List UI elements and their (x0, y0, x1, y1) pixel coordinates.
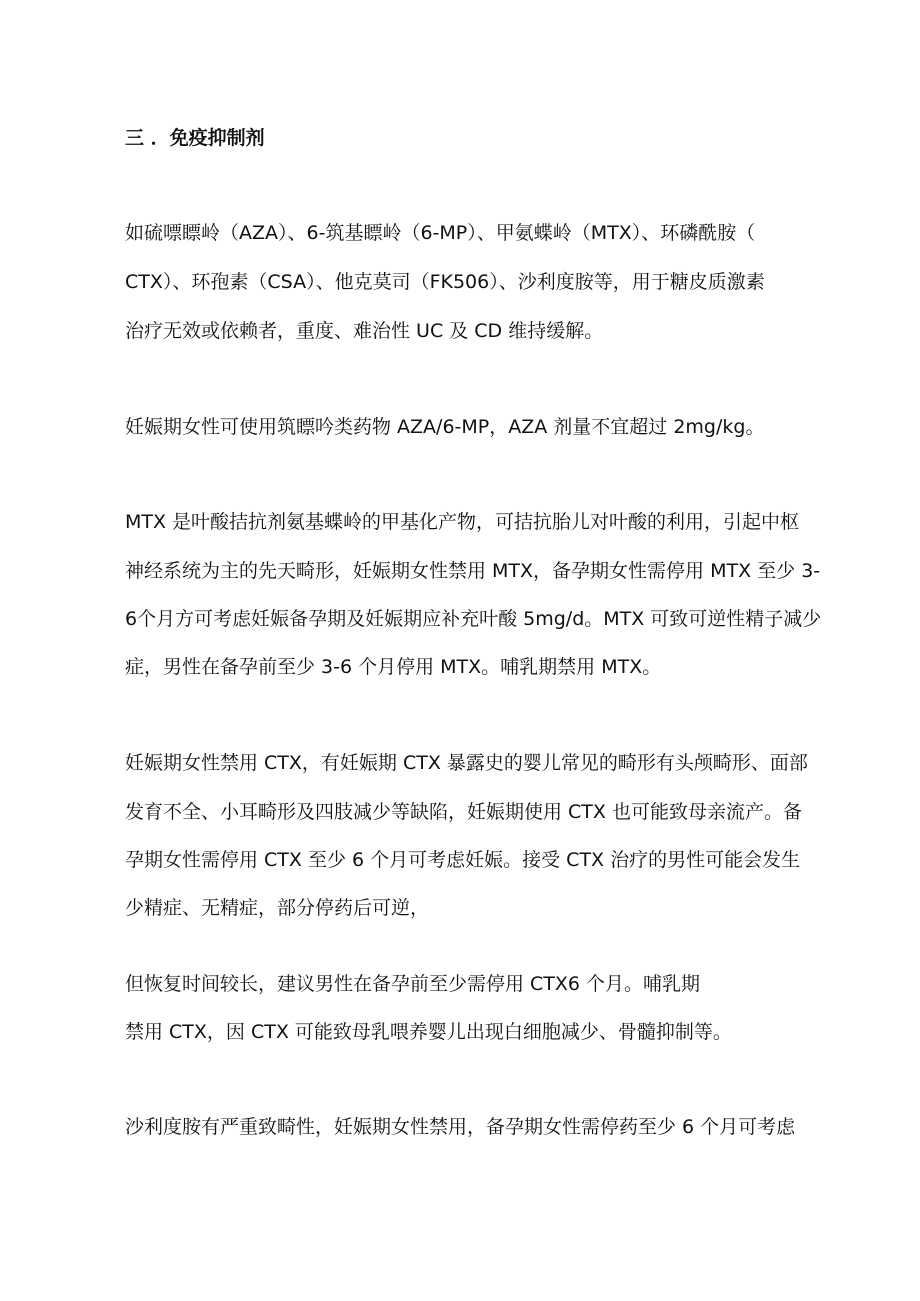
section-heading: 三 ．免疫抑制剂 (125, 127, 265, 149)
text-line: 少精症、无精症，部分停药后可逆， (125, 897, 430, 919)
text-line: 神经系统为主的先天畸形，妊娠期女性禁用 MTX，备孕期女性需停用 MTX 至少 3- (125, 560, 821, 582)
text-line: 妊娠期女性可使用筑瞟吟类药物 AZA∕6-MP，AZA 剂量不宜超过 2mg∕kg。 (125, 416, 765, 438)
text-line: 但恢复时间较长，建议男性在备孕前至少需停用 CTX6 个月。哺乳期 (125, 973, 701, 995)
text-line: 如硫嘌瞟岭（AZA）、6-筑基瞟岭（6-MP）、甲氨蝶岭（MTX）、环磷酰胺（ (125, 222, 756, 244)
text-line: CTX）、环孢素（CSA）、他克莫司（FK506）、沙利度胺等，用于糖皮质激素 (125, 271, 765, 293)
text-line: 治疗无效或依赖者，重度、难治性 UC 及 CD 维持缓解。 (125, 320, 604, 342)
text-line: 6个月方可考虑妊娠备孕期及妊娠期应补充叶酸 5mg∕d。MTX 可致可逆性精子减少 (125, 608, 822, 630)
text-line: 发育不全、小耳畸形及四肢减少等缺陷，妊娠期使用 CTX 也可能致母亲流产。备 (125, 801, 802, 823)
text-line: 孕期女性需停用 CTX 至少 6 个月可考虑妊娠。接受 CTX 治疗的男性可能会发生 (125, 849, 801, 871)
text-line: 妊娠期女性禁用 CTX，有妊娠期 CTX 暴露史的婴儿常见的畸形有头颅畸形、面部 (125, 752, 808, 774)
text-line: MTX 是叶酸拮抗剂氨基蝶岭的甲基化产物，可拮抗胎儿对叶酸的利用，引起中枢 (125, 511, 800, 533)
text-line: 沙利度胺有严重致畸性，妊娠期女性禁用，备孕期女性需停药至少 6 个月可考虑 (125, 1116, 796, 1138)
text-line: 症，男性在备孕前至少 3-6 个月停用 MTX。哺乳期禁用 MTX。 (125, 656, 662, 678)
text-line: 禁用 CTX，因 CTX 可能致母乳喂养婴儿出现白细胞减少、骨髓抑制等。 (125, 1021, 732, 1043)
